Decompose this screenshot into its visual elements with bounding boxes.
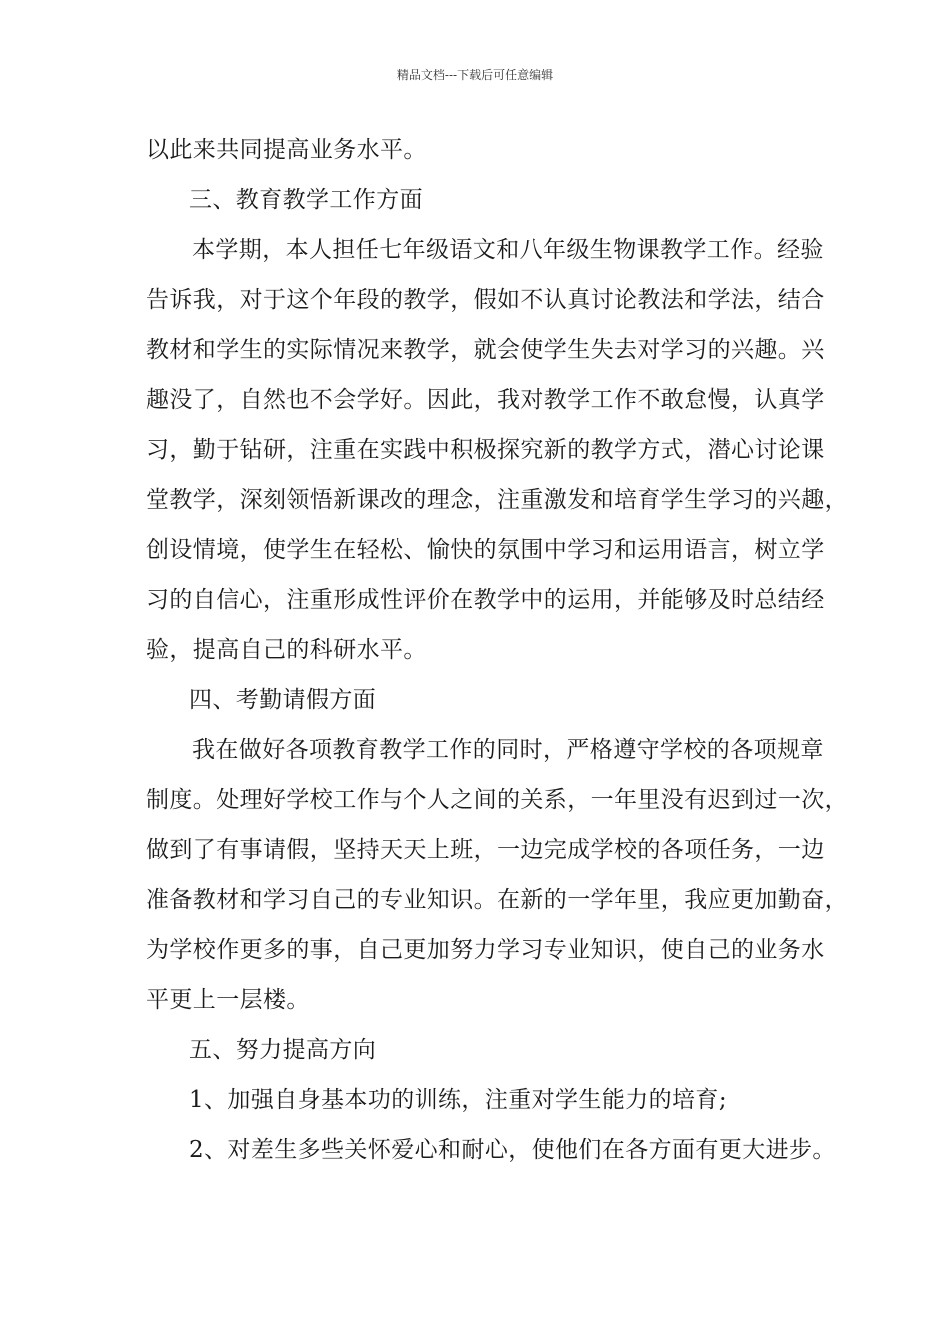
paragraph-line: 趣没了，自然也不会学好。因此，我对教学工作不敢怠慢，认真学	[146, 387, 825, 413]
section-heading: 三、教育教学工作方面	[189, 187, 423, 213]
section-heading: 五、努力提高方向	[189, 1037, 377, 1063]
paragraph-line: 创设情境，使学生在轻松、愉快的氛围中学习和运用语言，树立学	[146, 537, 825, 563]
paragraph-line: 制度。处理好学校工作与个人之间的关系，一年里没有迟到过一次，	[146, 787, 848, 813]
list-item: 1、加强自身基本功的训练，注重对学生能力的培育;	[189, 1087, 727, 1113]
section-heading: 四、考勤请假方面	[189, 687, 377, 713]
paragraph-line: 平更上一层楼。	[146, 987, 310, 1013]
list-item: 2、对差生多些关怀爱心和耐心，使他们在各方面有更大进步。	[189, 1137, 836, 1163]
paragraph-line: 本学期，本人担任七年级语文和八年级生物课教学工作。经验	[192, 237, 824, 263]
paragraph-line: 我在做好各项教育教学工作的同时，严格遵守学校的各项规章	[192, 737, 824, 763]
paragraph-line: 告诉我，对于这个年段的教学，假如不认真讨论教法和学法，结合	[146, 287, 825, 313]
paragraph-line: 以此来共同提高业务水平。	[146, 137, 427, 163]
paragraph-line: 准备教材和学习自己的专业知识。在新的一学年里，我应更加勤奋，	[146, 887, 848, 913]
paragraph-line: 堂教学，深刻领悟新课改的理念，注重激发和培育学生学习的兴趣，	[146, 487, 848, 513]
page-header: 精品文档---下载后可任意编辑	[396, 68, 554, 82]
paragraph-line: 习，勤于钻研，注重在实践中积极探究新的教学方式，潜心讨论课	[146, 437, 825, 463]
paragraph-line: 验，提高自己的科研水平。	[146, 637, 427, 663]
paragraph-line: 教材和学生的实际情况来教学，就会使学生失去对学习的兴趣。兴	[146, 337, 825, 363]
paragraph-line: 做到了有事请假，坚持天天上班，一边完成学校的各项任务，一边	[146, 837, 825, 863]
paragraph-line: 习的自信心，注重形成性评价在教学中的运用，并能够及时总结经	[146, 587, 825, 613]
paragraph-line: 为学校作更多的事，自己更加努力学习专业知识，使自己的业务水	[146, 937, 825, 963]
